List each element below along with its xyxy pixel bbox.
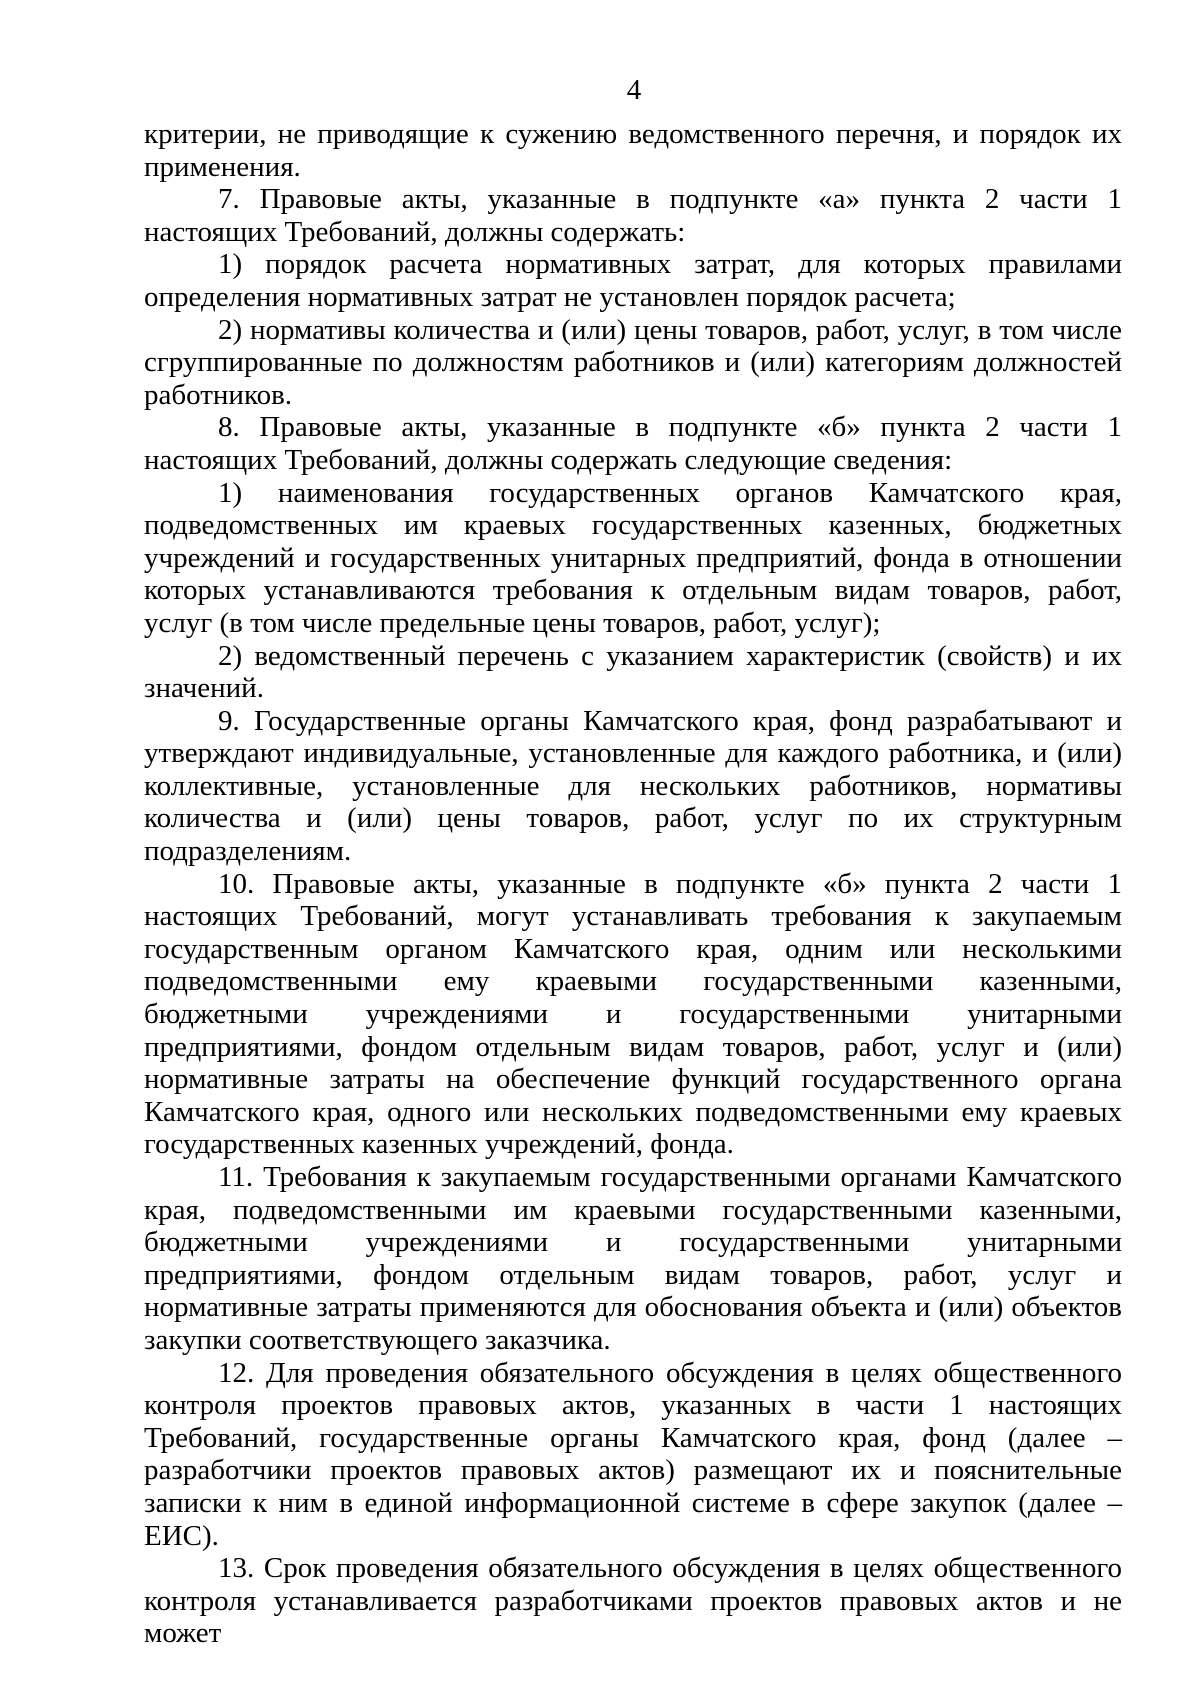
paragraph: 1) наименования государственных органов Камчатского края, подведомственных им краевых государственных казенных, бюджетных учреждений и государственных унитарных предприятий, фонда в отношении которых устанавливаются требования к отдельным видам товаров, работ, услуг (в том числе предельные цены товаров, работ, услуг); xyxy=(144,476,1122,639)
paragraph: 7. Правовые акты, указанные в подпункте «а» пункта 2 части 1 настоящих Требований, должны содержать: xyxy=(144,183,1122,248)
paragraph: 12. Для проведения обязательного обсуждения в целях общественного контроля проектов правовых актов, указанных в части 1 настоящих Требований, государственные органы Камчатского края, фонд (далее – разработчики проектов правовых актов) размещают их и пояснительные записки к ним в единой информационной системе в сфере закупок (далее – ЕИС). xyxy=(144,1356,1122,1552)
paragraph: 2) ведомственный перечень с указанием характеристик (свойств) и их значений. xyxy=(144,639,1122,705)
document-body xyxy=(144,118,1122,1650)
paragraph: 11. Требования к закупаемым государственными органами Камчатского края, подведомственными им краевыми государственными казенными, бюджетными учреждениями и государственными унитарными предприятиями, фондом отдельным видам товаров, работ, услуг и нормативные затраты применяются для обоснования объекта и (или) объектов закупки соответствующего заказчика. xyxy=(144,1161,1122,1356)
paragraph: 10. Правовые акты, указанные в подпункте «б» пункта 2 части 1 настоящих Требований, могут устанавливать требования к закупаемым государственным органом Камчатского края, одним или несколькими подведомственными ему краевыми государственными казенными, бюджетными учреждениями и государственными унитарными предприятиями, фондом отдельным видам товаров, работ, услуг и (или) нормативные затраты на обеспечение функций государственного органа Камчатского края, одного или нескольких подведомственными ему краевых государственных казенных учреждений, фонда. xyxy=(144,867,1122,1161)
page-number: 4 xyxy=(626,74,642,106)
paragraph: 1) порядок расчета нормативных затрат, для которых правилами определения нормативных затрат не установлен порядок расчета; xyxy=(144,248,1122,313)
paragraph: 9. Государственные органы Камчатского края, фонд разрабатывают и утверждают индивидуальные, установленные для каждого работника, и (или) коллективные, установленные для нескольких работников, нормативы количества и (или) цены товаров, работ, услуг по их структурным подразделениям. xyxy=(144,704,1122,868)
paragraph: критерии, не приводящие к сужению ведомственного перечня, и порядок их применения. xyxy=(144,118,1122,183)
paragraph: 13. Срок проведения обязательного обсуждения в целях общественного контроля устанавливается разработчиками проектов правовых актов и не может xyxy=(144,1552,1122,1650)
paragraph: 2) нормативы количества и (или) цены товаров, работ, услуг, в том числе сгруппированные по должностям работников и (или) категориям должностей работников. xyxy=(144,313,1122,411)
paragraph: 8. Правовые акты, указанные в подпункте «б» пункта 2 части 1 настоящих Требований, должны содержать следующие сведения: xyxy=(144,411,1122,476)
